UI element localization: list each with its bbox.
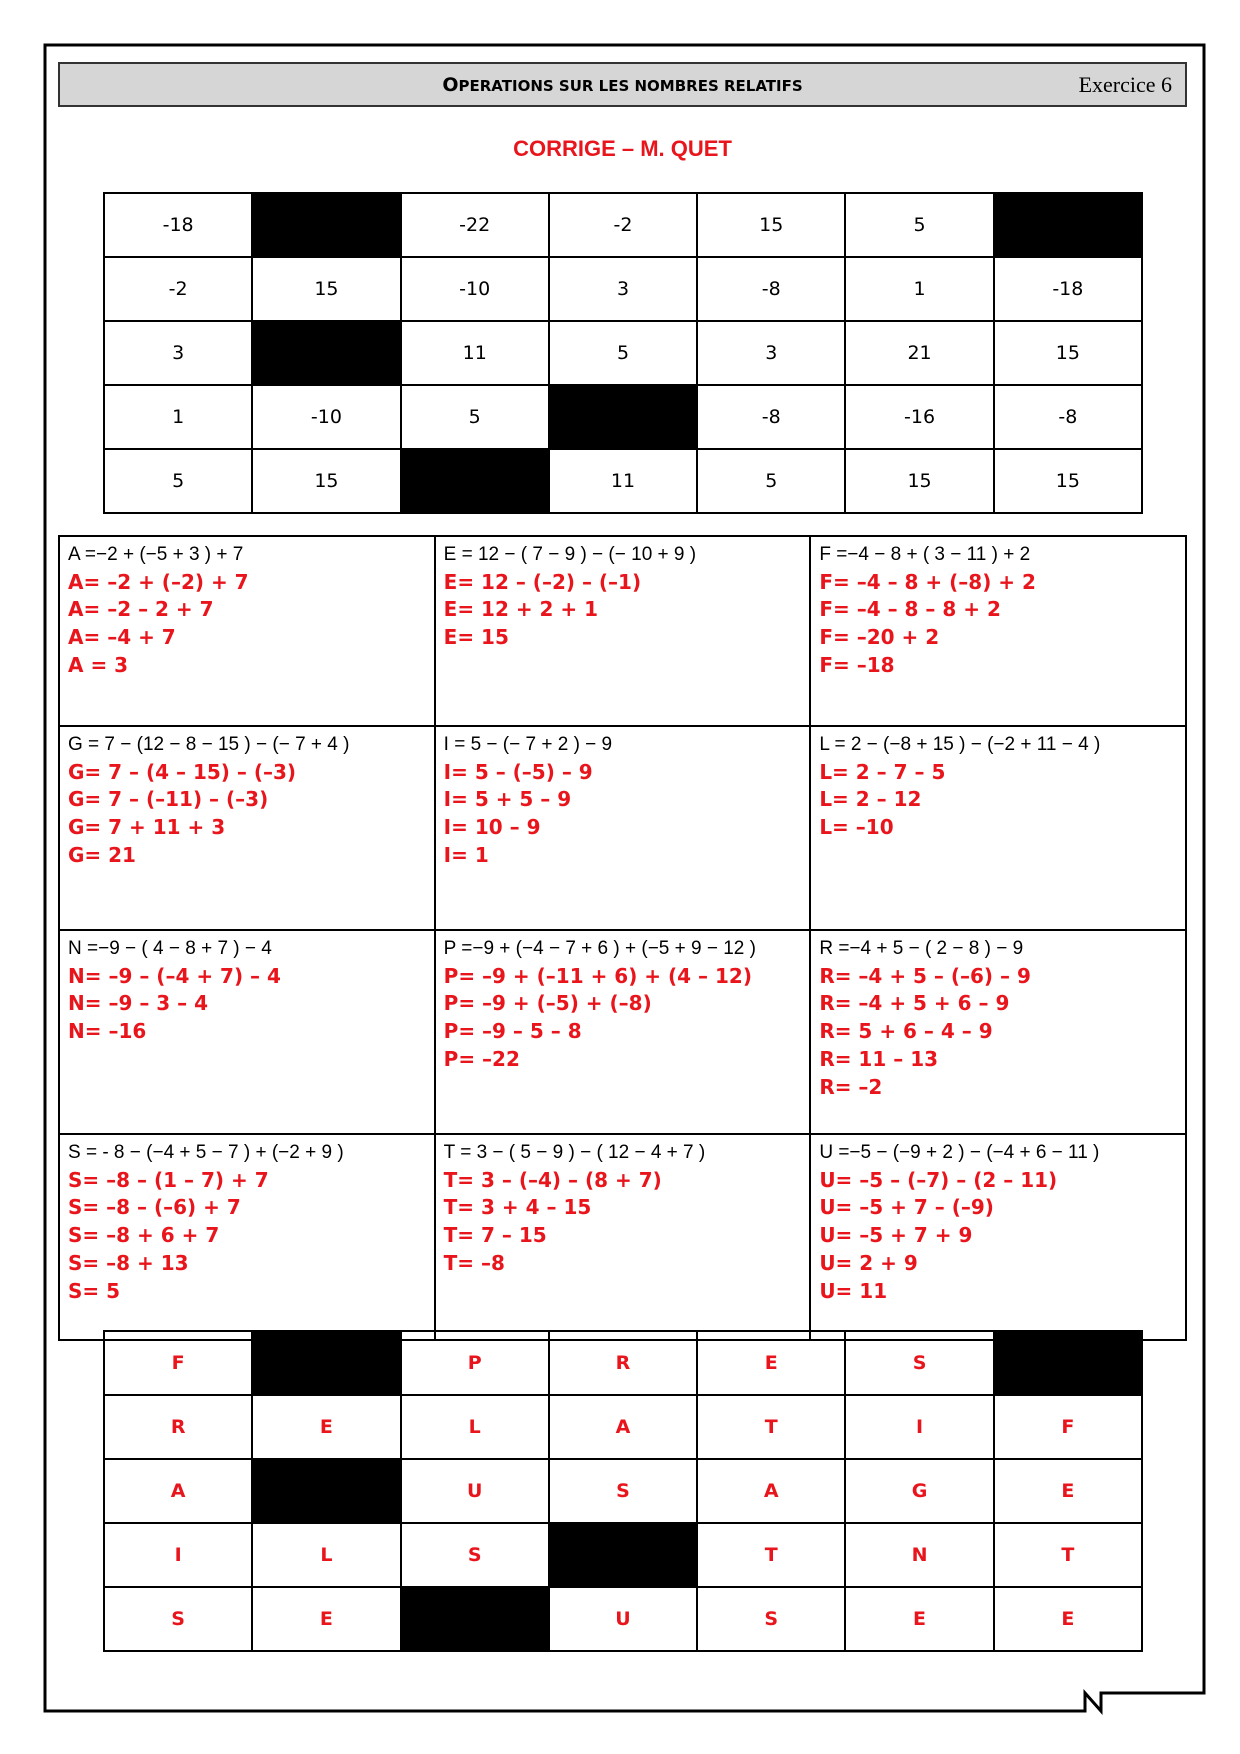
calc-step: L= 2 – 7 – 5 [819,759,946,784]
letter-cell: L [252,1523,400,1587]
calc-statement: E = 12 − ( 7 − 9 ) − (− 10 + 9 ) [443,544,697,565]
letter-cell: S [697,1587,845,1651]
calc-step: A= –2 – 2 + 7 [68,597,214,622]
letter-cell: E [252,1587,400,1651]
calc-step: I= 5 + 5 – 9 [443,787,572,812]
letter-cell: A [104,1459,252,1523]
calc-row [59,930,1186,1134]
calc-row [59,536,1186,726]
number-cell: 11 [549,449,697,513]
calc-statement: I = 5 − (− 7 + 2 ) − 9 [443,734,613,755]
calc-step: U= 2 + 9 [819,1250,918,1275]
calc-cell-e [435,536,811,726]
calc-step: S= –8 + 6 + 7 [68,1223,220,1248]
letter-cell: R [549,1331,697,1395]
calc-step: F= –4 – 8 + (–8) + 2 [819,569,1036,594]
number-cell: -10 [252,385,400,449]
letter-cell: N [845,1523,993,1587]
letter-cell: E [252,1395,400,1459]
blocked-cell [994,193,1142,257]
letter-cell: U [549,1587,697,1651]
calc-step: S= –8 + 13 [68,1250,189,1275]
letter-cell: L [401,1395,549,1459]
calc-cell-p [435,930,811,1134]
number-cell: 3 [697,321,845,385]
calc-step: U= –5 + 7 – (–9) [819,1195,994,1220]
calc-step: U= 11 [819,1278,888,1303]
calc-step: R= –4 + 5 – (–6) – 9 [819,963,1031,988]
letter-cell: G [845,1459,993,1523]
letter-cell: E [697,1331,845,1395]
calc-step: F= –18 [819,652,895,677]
number-cell: 11 [401,321,549,385]
calc-step: G= 21 [68,842,136,867]
letter-cell: E [845,1587,993,1651]
page-title: OPERATIONS SUR LES NOMBRES RELATIFS [442,74,803,96]
letter-cell: S [549,1459,697,1523]
calc-step: S= –8 – (–6) + 7 [68,1195,241,1220]
grid-row [104,1331,1142,1395]
calc-step: E= 12 + 2 + 1 [443,597,599,622]
calc-row [59,1134,1186,1340]
calc-statement: U =−5 − (−9 + 2 ) − (−4 + 6 − 11 ) [819,1142,1100,1163]
calc-step: A= –4 + 7 [68,625,176,650]
calc-step: G= 7 + 11 + 3 [68,815,226,840]
number-cell: 5 [104,449,252,513]
number-cell: 15 [994,449,1142,513]
letter-cell: E [994,1459,1142,1523]
calc-cell-n [59,930,435,1134]
calculation-table [58,535,1187,1341]
calc-statement: L = 2 − (−8 + 15 ) − (−2 + 11 − 4 ) [819,734,1101,755]
calc-step: I= 5 – (–5) – 9 [443,759,593,784]
calc-step: P= –22 [443,1046,520,1071]
blocked-cell [252,193,400,257]
number-cell: -18 [104,193,252,257]
calc-step: E= 15 [443,625,509,650]
grid-row [104,257,1142,321]
number-cell: -16 [845,385,993,449]
calc-cell-s [59,1134,435,1340]
calc-statement: F =−4 − 8 + ( 3 − 11 ) + 2 [819,544,1031,565]
letter-cell: F [994,1395,1142,1459]
blocked-cell [252,321,400,385]
number-grid [103,192,1143,514]
number-cell: 1 [104,385,252,449]
calc-cell-a [59,536,435,726]
number-cell: 1 [845,257,993,321]
calc-cell-l [810,726,1186,930]
calc-step: I= 10 – 9 [443,815,541,840]
number-cell: 5 [549,321,697,385]
calc-cell-i [435,726,811,930]
calc-step: N= –9 – 3 – 4 [68,991,209,1016]
blocked-cell [252,1331,400,1395]
calc-step: P= –9 – 5 – 8 [443,1019,582,1044]
letter-grid [103,1330,1143,1652]
calc-step: F= –4 – 8 – 8 + 2 [819,597,1001,622]
calc-statement: P =−9 + (−4 − 7 + 6 ) + (−5 + 9 − 12 ) [443,938,756,959]
number-cell: -18 [994,257,1142,321]
calc-step: P= –9 + (–5) + (–8) [443,991,652,1016]
grid-row [104,449,1142,513]
blocked-cell [549,1523,697,1587]
blocked-cell [401,1587,549,1651]
letter-cell: A [549,1395,697,1459]
calc-step: A = 3 [68,652,129,677]
number-cell: 15 [845,449,993,513]
exercise-number: Exercice 6 [1078,72,1172,97]
letter-cell: T [994,1523,1142,1587]
letter-cell: I [104,1523,252,1587]
blocked-cell [549,385,697,449]
calc-step: G= 7 – (4 – 15) – (–3) [68,759,297,784]
blocked-cell [252,1459,400,1523]
number-cell: -8 [697,257,845,321]
calc-step: R= 5 + 6 – 4 – 9 [819,1019,993,1044]
calc-step: U= –5 – (–7) – (2 – 11) [819,1167,1058,1192]
letter-cell: S [401,1523,549,1587]
calc-step: T= 3 + 4 – 15 [443,1195,592,1220]
calc-step: A= –2 + (–2) + 7 [68,569,249,594]
calc-statement: A =−2 + (−5 + 3 ) + 7 [68,544,244,565]
calc-step: N= –9 – (–4 + 7) – 4 [68,963,281,988]
number-cell: 5 [845,193,993,257]
grid-row [104,1587,1142,1651]
letter-cell: F [104,1331,252,1395]
exercise-header [58,62,1187,107]
calc-step: L= 2 – 12 [819,787,922,812]
calc-step: E= 12 – (–2) – (–1) [443,569,642,594]
number-cell: 5 [697,449,845,513]
grid-row [104,1459,1142,1523]
letter-cell: P [401,1331,549,1395]
letter-cell: S [104,1587,252,1651]
number-cell: 21 [845,321,993,385]
calc-step: R= –2 [819,1074,883,1099]
calc-statement: N =−9 − ( 4 − 8 + 7 ) − 4 [68,938,272,959]
letter-cell: A [697,1459,845,1523]
calc-step: P= –9 + (–11 + 6) + (4 – 12) [443,963,752,988]
grid-row [104,1523,1142,1587]
letter-cell: T [697,1523,845,1587]
letter-cell: I [845,1395,993,1459]
calc-row [59,726,1186,930]
number-cell: -10 [401,257,549,321]
calc-step: U= –5 + 7 + 9 [819,1223,973,1248]
number-cell: -22 [401,193,549,257]
blocked-cell [401,449,549,513]
letter-cell: T [697,1395,845,1459]
calc-step: R= –4 + 5 + 6 – 9 [819,991,1010,1016]
grid-row [104,321,1142,385]
number-cell: 3 [549,257,697,321]
number-cell: 15 [252,449,400,513]
calc-statement: S = - 8 − (−4 + 5 − 7 ) + (−2 + 9 ) [68,1142,344,1163]
calc-statement: R =−4 + 5 − ( 2 − 8 ) − 9 [819,938,1024,959]
number-cell: 3 [104,321,252,385]
calc-step: G= 7 – (–11) – (–3) [68,787,269,812]
grid-row [104,385,1142,449]
number-cell: 5 [401,385,549,449]
letter-cell: U [401,1459,549,1523]
number-cell: -2 [104,257,252,321]
letter-cell: S [845,1331,993,1395]
letter-cell: R [104,1395,252,1459]
number-cell: 15 [697,193,845,257]
blocked-cell [994,1331,1142,1395]
calc-step: F= –20 + 2 [819,625,940,650]
calc-cell-u [810,1134,1186,1340]
calc-step: R= 11 – 13 [819,1046,939,1071]
calc-statement: T = 3 − ( 5 − 9 ) − ( 12 − 4 + 7 ) [443,1142,706,1163]
number-cell: 15 [994,321,1142,385]
grid-row [104,1395,1142,1459]
calc-step: L= –10 [819,815,894,840]
calc-statement: G = 7 − (12 − 8 − 15 ) − (− 7 + 4 ) [68,734,350,755]
calc-step: N= –16 [68,1019,147,1044]
number-cell: -8 [994,385,1142,449]
calc-cell-r [810,930,1186,1134]
calc-step: T= –8 [443,1250,505,1275]
calc-cell-f [810,536,1186,726]
number-cell: 15 [252,257,400,321]
number-cell: -8 [697,385,845,449]
grid-row [104,193,1142,257]
calc-step: S= –8 – (1 – 7) + 7 [68,1167,269,1192]
calc-cell-g [59,726,435,930]
calc-cell-t [435,1134,811,1340]
number-cell: -2 [549,193,697,257]
calc-step: T= 3 – (–4) – (8 + 7) [443,1167,662,1192]
calc-step: T= 7 – 15 [443,1223,547,1248]
calc-step: I= 1 [443,842,489,867]
letter-cell: E [994,1587,1142,1651]
corrige-subtitle: CORRIGE – M. QUET [513,136,732,161]
calc-step: S= 5 [68,1278,121,1303]
